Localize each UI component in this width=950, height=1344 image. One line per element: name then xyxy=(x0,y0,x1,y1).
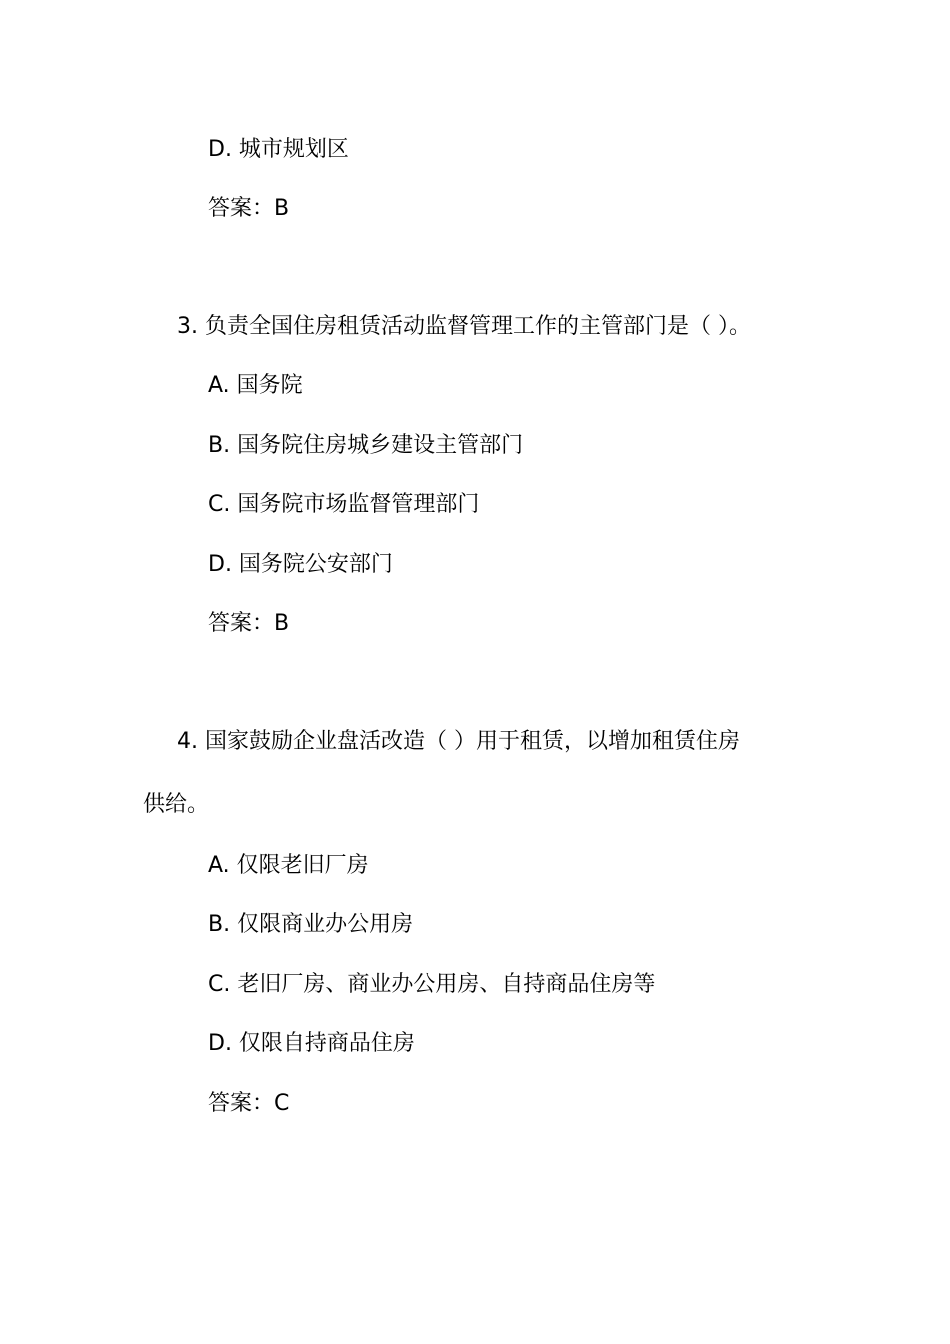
question-4-option-c: C. 老旧厂房、商业办公用房、自持商品住房等 xyxy=(208,972,656,997)
question-4-option-a: A. 仅限老旧厂房 xyxy=(208,853,369,878)
question-3-option-d: D. 国务院公安部门 xyxy=(208,552,393,577)
question-3-option-b: B. 国务院住房城乡建设主管部门 xyxy=(208,433,524,458)
question-3-option-c: C. 国务院市场监督管理部门 xyxy=(208,492,480,517)
question-4-option-d: D. 仅限自持商品住房 xyxy=(208,1031,415,1056)
question-3-answer: 答案：B xyxy=(208,611,290,636)
question-3-option-a: A. 国务院 xyxy=(208,373,303,398)
question-4-stem-line2: 供给。 xyxy=(143,792,210,817)
question-4-answer: 答案：C xyxy=(208,1091,290,1116)
prev-answer: 答案：B xyxy=(208,196,290,221)
question-3-stem: 3. 负责全国住房租赁活动监督管理工作的主管部门是（ ）。 xyxy=(177,314,751,339)
question-4-stem-line1: 4. 国家鼓励企业盘活改造（ ）用于租赁，以增加租赁住房 xyxy=(177,729,740,754)
prev-option-d: D. 城市规划区 xyxy=(208,137,349,162)
question-4-option-b: B. 仅限商业办公用房 xyxy=(208,912,414,937)
